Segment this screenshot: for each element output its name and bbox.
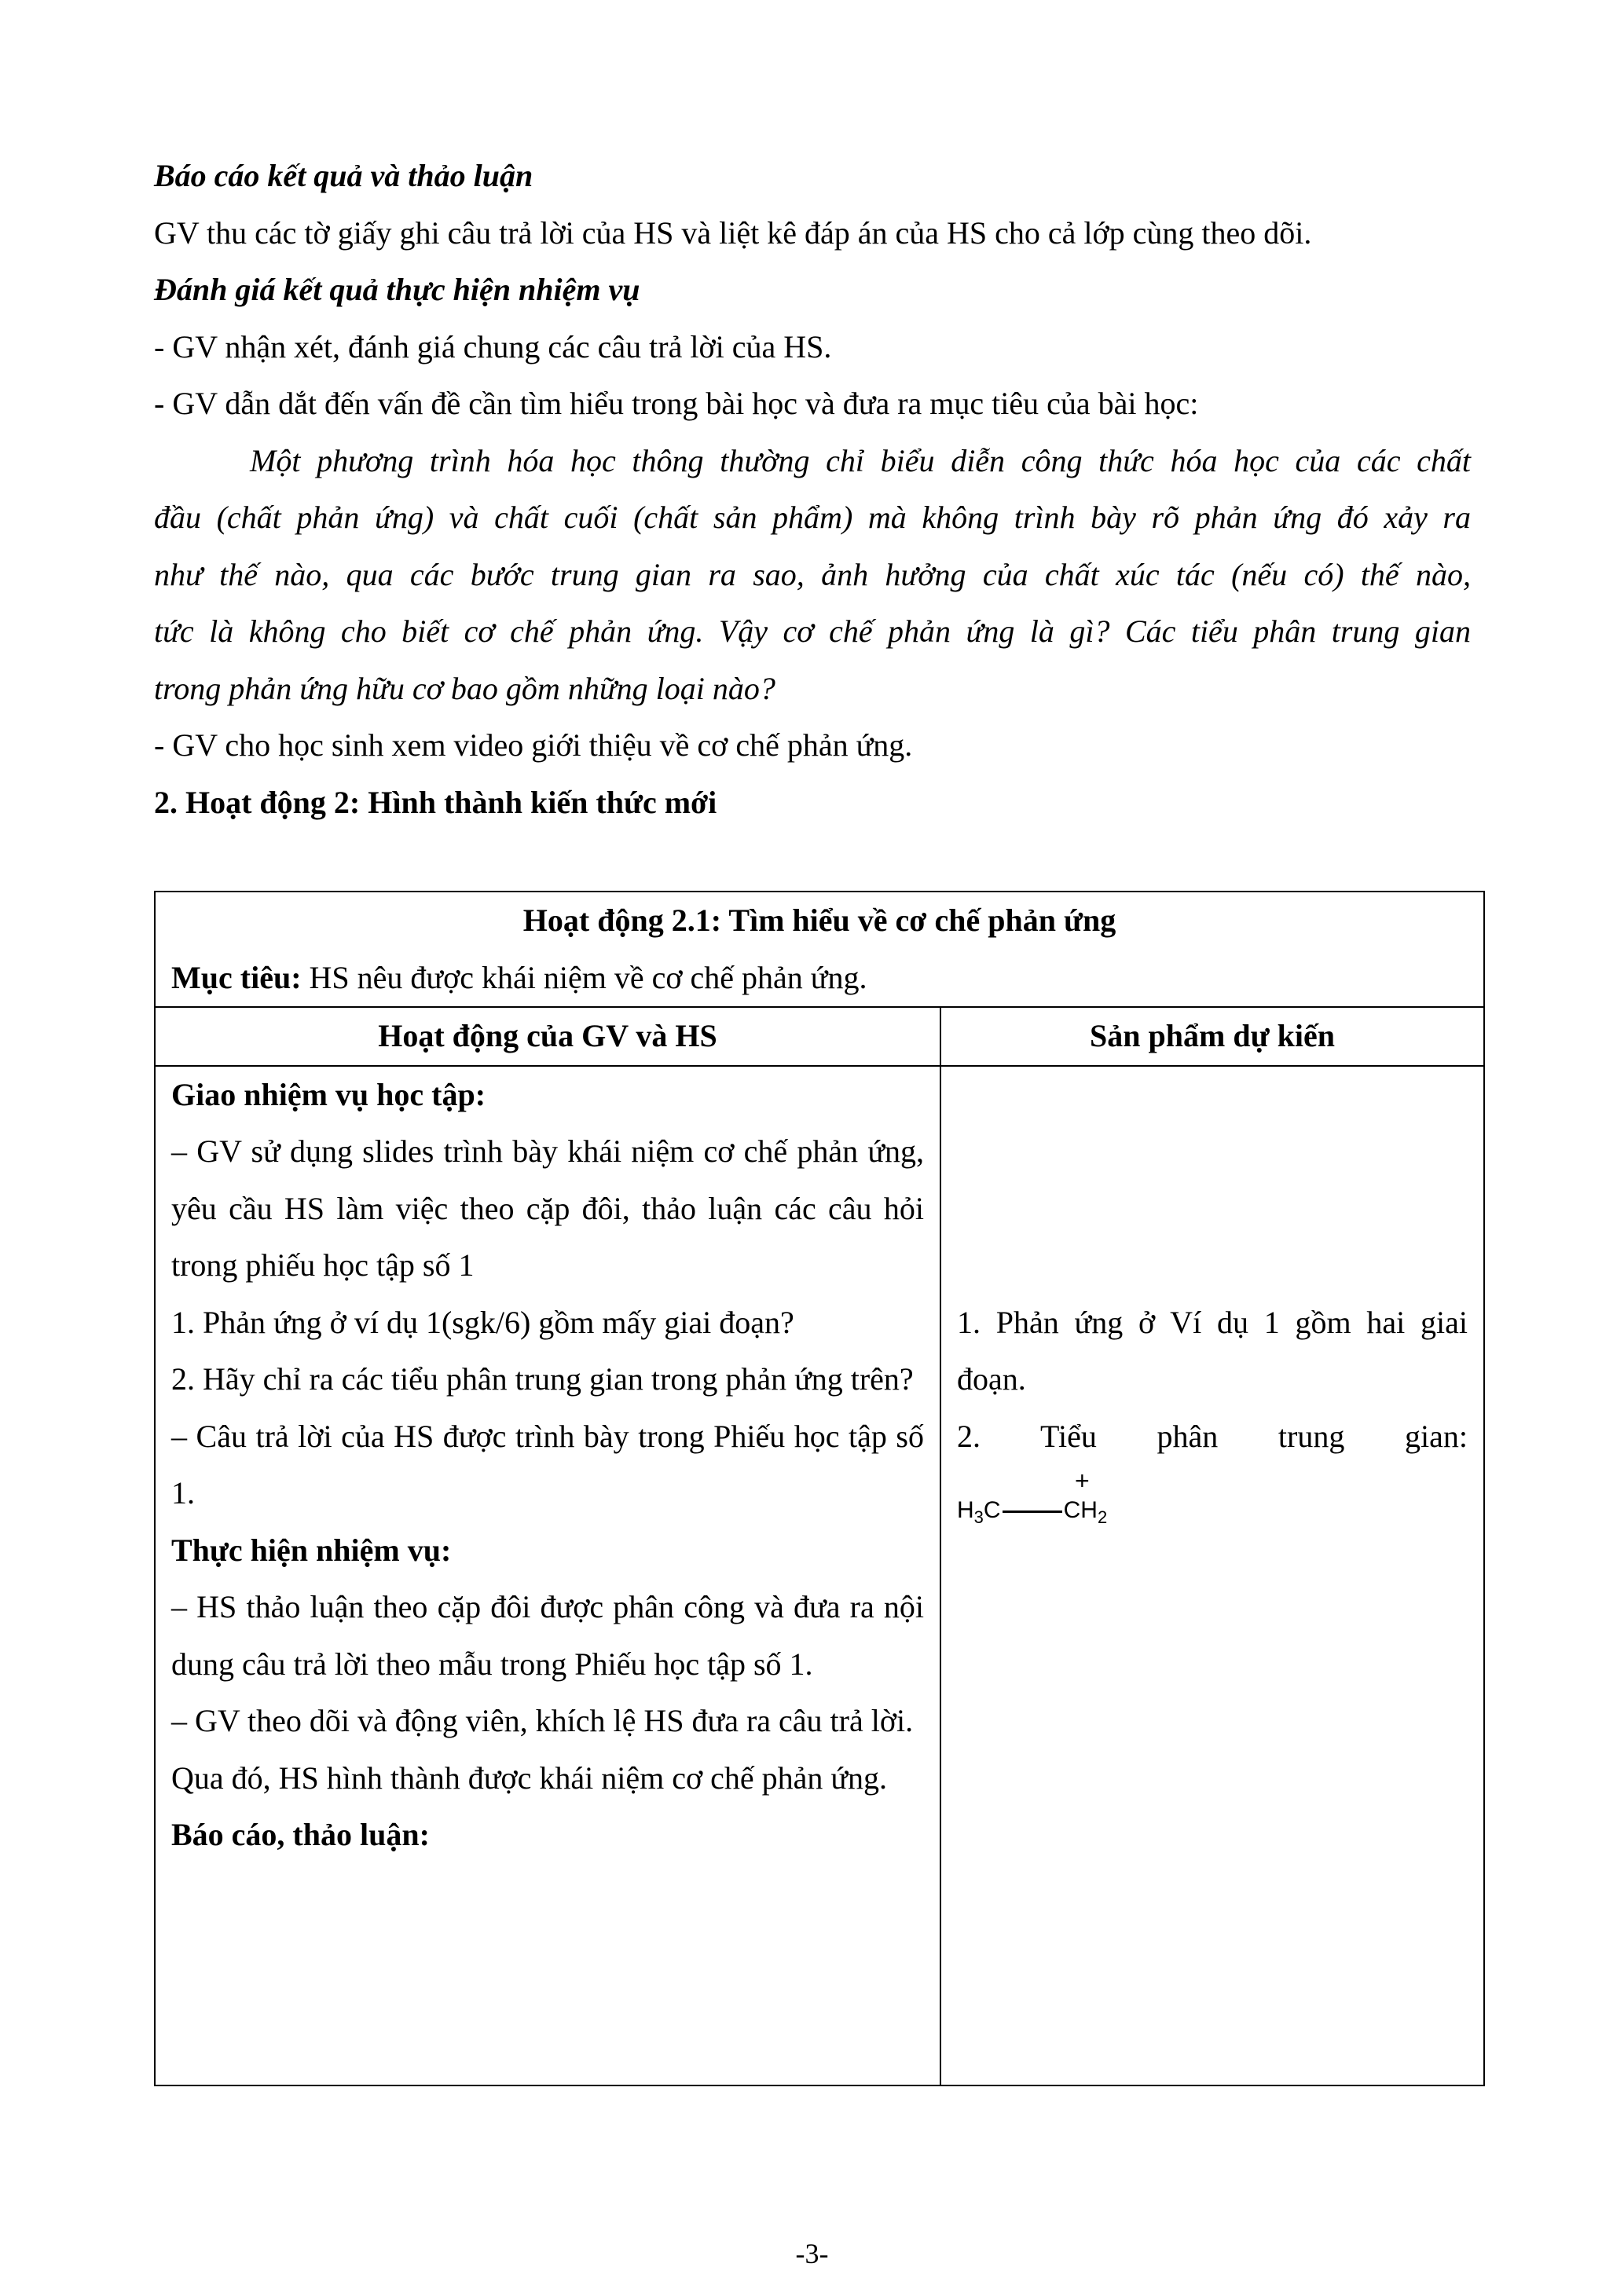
carbocation-structure — [957, 1465, 1468, 1536]
intro-section — [154, 148, 1471, 831]
heading-activity-2: 2. Hoạt động 2: Hình thành kiến thức mới — [154, 784, 717, 820]
activity-title: Hoạt động 2.1: Tìm hiểu về cơ chế phản ứng — [522, 903, 1116, 938]
task-description: – GV sử dụng slides trình bày khái niệm cơ chế phản ứng, yêu cầu HS làm việc theo cặp đôi, thảo luận các câu hỏi trong phiếu học tập số 1 — [171, 1133, 924, 1283]
paragraph-evaluation-2: - GV dẫn dắt đến vấn đề cần tìm hiểu trong bài học và đưa ra mục tiêu của bài học: — [154, 386, 1199, 421]
activity-table — [154, 891, 1485, 2086]
paragraph-video: - GV cho học sinh xem video giới thiệu về cơ chế phản ứng. — [154, 727, 913, 763]
paragraph-evaluation-1: - GV nhận xét, đánh giá chung các câu trả lời của HS. — [154, 328, 832, 364]
perform-description-1: – HS thảo luận theo cặp đôi được phân công và đưa ra nội dung câu trả lời theo mẫu trong Phiếu học tập số 1. — [171, 1589, 924, 1682]
table-header-row — [155, 1007, 1484, 1066]
molecule-formula — [957, 1495, 1107, 1533]
expected-product-cell — [940, 1066, 1484, 2085]
column-header-right: Sản phẩm dự kiến — [940, 1007, 1484, 1066]
atom-h3c-c: C — [983, 1497, 1001, 1523]
perform-description-2: – GV theo dõi và động viên, khích lệ HS đưa ra câu trả lời. — [171, 1703, 914, 1738]
goal-label: Mục tiêu: — [171, 959, 302, 995]
heading-report: Báo cáo kết quả và thảo luận — [154, 158, 533, 193]
italic-line: trong phản ứng hữu cơ bao gồm những loại nào? — [154, 670, 775, 706]
answer-1: 1. Phản ứng ở Ví dụ 1 gồm hai giai đoạn. — [957, 1304, 1468, 1397]
table-body-row — [155, 1066, 1484, 2085]
table-title-cell — [155, 892, 1484, 1007]
italic-line: đầu (chất phản ứng) và chất cuối (chất sản phẩm) mà không trình bày rõ phản ứng đó xảy ra — [154, 500, 1471, 535]
italic-line: Một phương trình hóa học thông thường chỉ biểu diễn công thức hóa học của các chất — [250, 442, 1471, 478]
question-1: 1. Phản ứng ở ví dụ 1(sgk/6) gồm mấy giai đoạn? — [171, 1304, 794, 1340]
heading-report-discuss: Báo cáo, thảo luận: — [171, 1817, 430, 1852]
column-header-left: Hoạt động của GV và HS — [155, 1007, 940, 1066]
question-2: 2. Hãy chỉ ra các tiểu phân trung gian trong phản ứng trên? — [171, 1361, 914, 1397]
goal-text: HS nêu được khái niệm về cơ chế phản ứng. — [301, 959, 867, 995]
italic-line: như thế nào, qua các bước trung gian ra sao, ảnh hưởng của chất xúc tác (nếu có) thế nào, — [154, 556, 1471, 592]
italic-line: tức là không cho biết cơ chế phản ứng. Vậy cơ chế phản ứng là gì? Các tiểu phân trung gian — [154, 613, 1471, 649]
heading-perform-task: Thực hiện nhiệm vụ: — [171, 1532, 452, 1568]
atom-ch2-sub: 2 — [1097, 1507, 1108, 1527]
heading-evaluation: Đánh giá kết quả thực hiện nhiệm vụ — [154, 272, 640, 307]
answer-note: – Câu trả lời của HS được trình bày trong Phiếu học tập số 1. — [171, 1418, 924, 1511]
page-number: -3- — [795, 2238, 829, 2269]
atom-h3c-h: H — [957, 1497, 974, 1523]
paragraph-report: GV thu các tờ giấy ghi câu trả lời của HS và liệt kê đáp án của HS cho cả lớp cùng theo dõi. — [154, 214, 1312, 251]
positive-charge: + — [1075, 1467, 1090, 1495]
heading-assign-task: Giao nhiệm vụ học tập: — [171, 1076, 486, 1112]
table-title-row — [155, 892, 1484, 1007]
answer-2: 2. Tiểu phân trung gian: — [957, 1418, 1468, 1454]
activity-goal — [171, 950, 1468, 1007]
atom-h3c-sub: 3 — [973, 1507, 984, 1527]
teacher-student-activity-cell — [155, 1066, 940, 2085]
single-bond — [1003, 1511, 1062, 1513]
perform-description-3: Qua đó, HS hình thành được khái niệm cơ chế phản ứng. — [171, 1760, 888, 1796]
spacer — [957, 1067, 1468, 1294]
atom-ch2: CH — [1063, 1497, 1098, 1523]
